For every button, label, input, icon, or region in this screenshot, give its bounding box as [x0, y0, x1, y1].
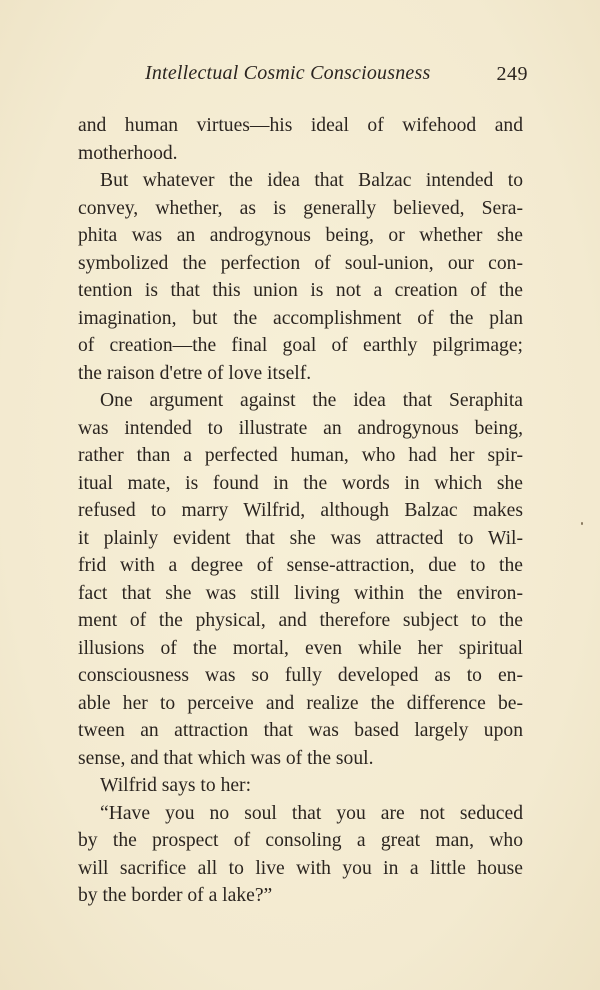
text-line: it plainly evident that she was attracted to Wil- — [78, 527, 523, 549]
text-line: ment of the physical, and therefore subject to the — [78, 610, 523, 631]
text-line: consciousness was so fully developed as to en- — [78, 665, 523, 686]
text-line: and human virtues—his ideal of wifehood and — [78, 115, 523, 136]
paper-speck — [581, 522, 583, 525]
text-line: of creation—the final goal of earthly pilgrimage; — [78, 335, 523, 356]
text-line: by the prospect of consoling a great man, who — [78, 830, 523, 851]
text-line: convey, whether, as is generally believed, Sera- — [78, 197, 523, 219]
text-line: imagination, but the accomplishment of the plan — [78, 307, 523, 329]
text-line: rather than a perfected human, who had her spir- — [78, 445, 523, 466]
text-line: “Have you no soul that you are not seduced — [100, 802, 523, 824]
text-line: Wilfrid says to her: — [100, 775, 252, 796]
text-line: able her to perceive and realize the difference be- — [78, 692, 523, 714]
text-line: tention is that this union is not a creation of the — [78, 280, 523, 301]
text-line: But whatever the idea that Balzac intended to — [100, 170, 523, 191]
text-line: frid with a degree of sense-attraction, due to the — [78, 555, 523, 576]
text-line: tween an attraction that was based largely upon — [78, 720, 523, 741]
text-line: itual mate, is found in the words in which she — [78, 472, 523, 494]
page-number: 249 — [496, 63, 528, 85]
text-line: will sacrifice all to live with you in a little house — [78, 857, 523, 879]
running-title: Intellectual Cosmic Consciousness — [145, 62, 431, 84]
text-line: symbolized the perfection of soul-union, our con- — [78, 252, 523, 274]
text-line: fact that she was still living within the environ- — [78, 582, 523, 604]
text-line: phita was an androgynous being, or whether she — [78, 225, 523, 246]
text-line: motherhood. — [78, 142, 178, 164]
text-line: the raison d'etre of love itself. — [78, 362, 312, 384]
running-head — [145, 62, 528, 92]
text-line: One argument against the idea that Seraphita — [100, 390, 523, 411]
text-line: was intended to illustrate an androgynous being, — [78, 417, 523, 439]
text-line: by the border of a lake?” — [78, 885, 273, 906]
text-line: illusions of the mortal, even while her spiritual — [78, 637, 523, 659]
text-line: sense, and that which was of the soul. — [78, 747, 374, 769]
text-line: refused to marry Wilfrid, although Balzac makes — [78, 500, 523, 521]
